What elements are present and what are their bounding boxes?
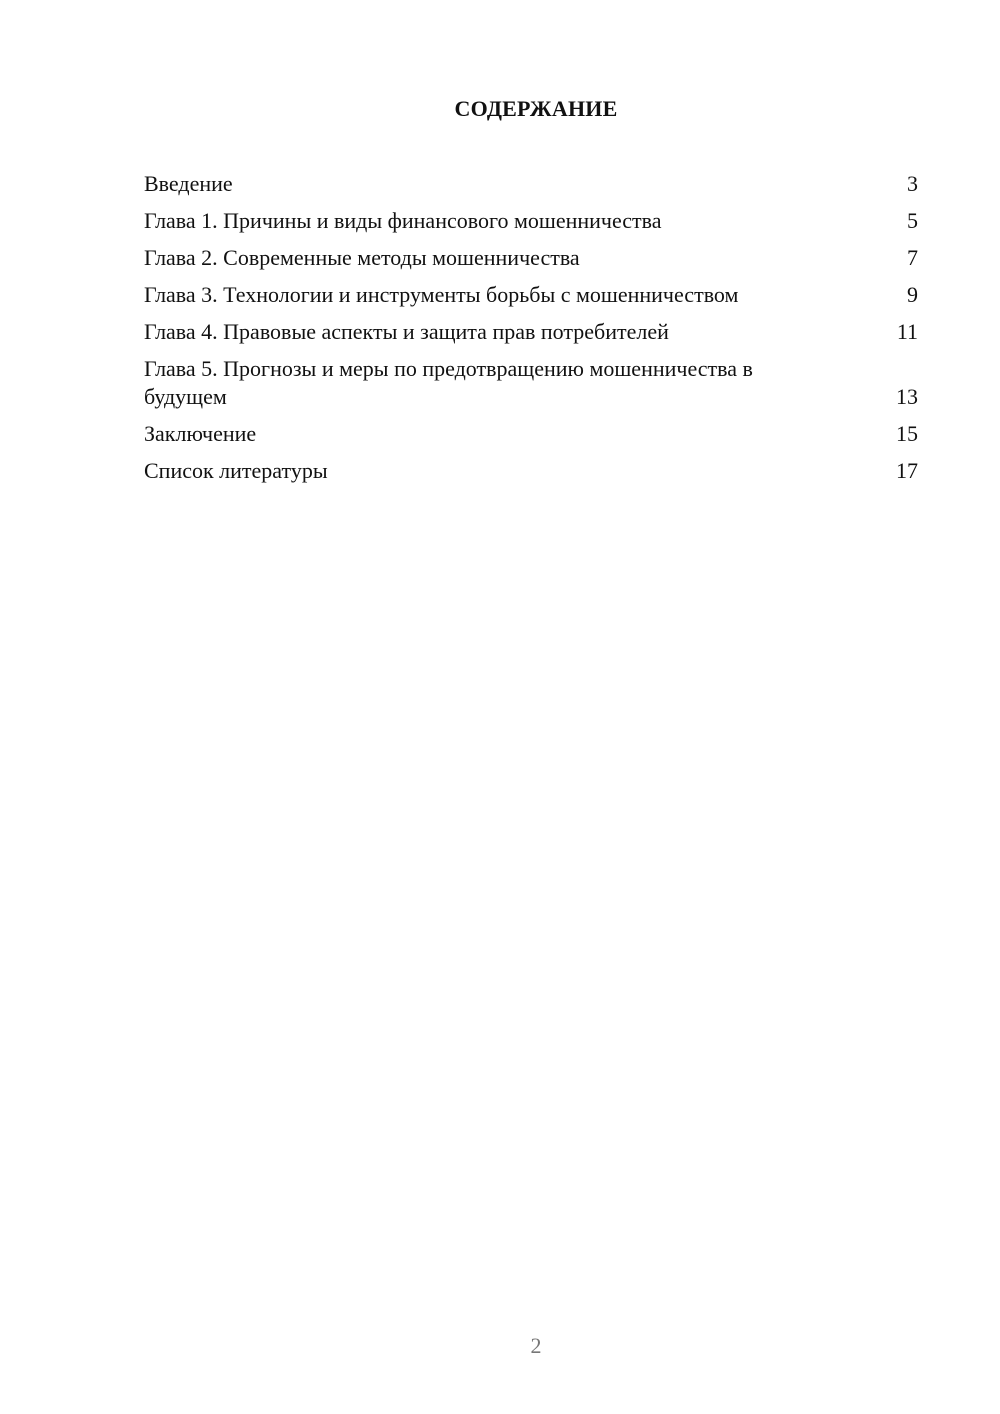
- toc-entry-chapter-3[interactable]: [144, 281, 918, 309]
- toc-entry-page: 3: [907, 171, 918, 196]
- toc-entry-page: 17: [896, 458, 918, 483]
- toc-entry-page: 15: [896, 421, 918, 446]
- toc-entry-introduction[interactable]: [144, 170, 918, 198]
- toc-entry-label: Введение: [144, 171, 233, 196]
- toc-entry-label: Глава 5. Прогнозы и меры по предотвращению мошенничества в будущем: [144, 356, 753, 409]
- toc-entry-chapter-5[interactable]: [144, 355, 918, 411]
- toc-entry-bibliography[interactable]: [144, 457, 918, 485]
- toc-entry-label: Глава 4. Правовые аспекты и защита прав потребителей: [144, 319, 669, 344]
- page-number: 2: [530, 1333, 542, 1358]
- toc-entry-page: 13: [896, 384, 918, 409]
- toc-entry-label: Заключение: [144, 421, 257, 446]
- toc-entry-label: Глава 2. Современные методы мошенничества: [144, 245, 580, 270]
- toc-entry-label: Глава 3. Технологии и инструменты борьбы с мошенничеством: [144, 282, 739, 307]
- toc-entry-page: 9: [907, 282, 918, 307]
- toc-title: СОДЕРЖАНИЕ: [454, 96, 618, 121]
- toc-entry-chapter-4[interactable]: [144, 318, 918, 346]
- toc-entry-chapter-2[interactable]: [144, 244, 918, 272]
- toc-entry-page: 5: [907, 208, 918, 233]
- toc-entry-page: 7: [907, 245, 918, 270]
- toc-entry-page: 11: [896, 319, 918, 344]
- toc-entry-label: Глава 1. Причины и виды финансового мошенничества: [144, 208, 662, 233]
- toc-entry-conclusion[interactable]: [144, 420, 918, 448]
- table-of-contents: [144, 170, 918, 494]
- toc-entry-chapter-1[interactable]: [144, 207, 918, 235]
- toc-entry-label: Список литературы: [144, 458, 328, 483]
